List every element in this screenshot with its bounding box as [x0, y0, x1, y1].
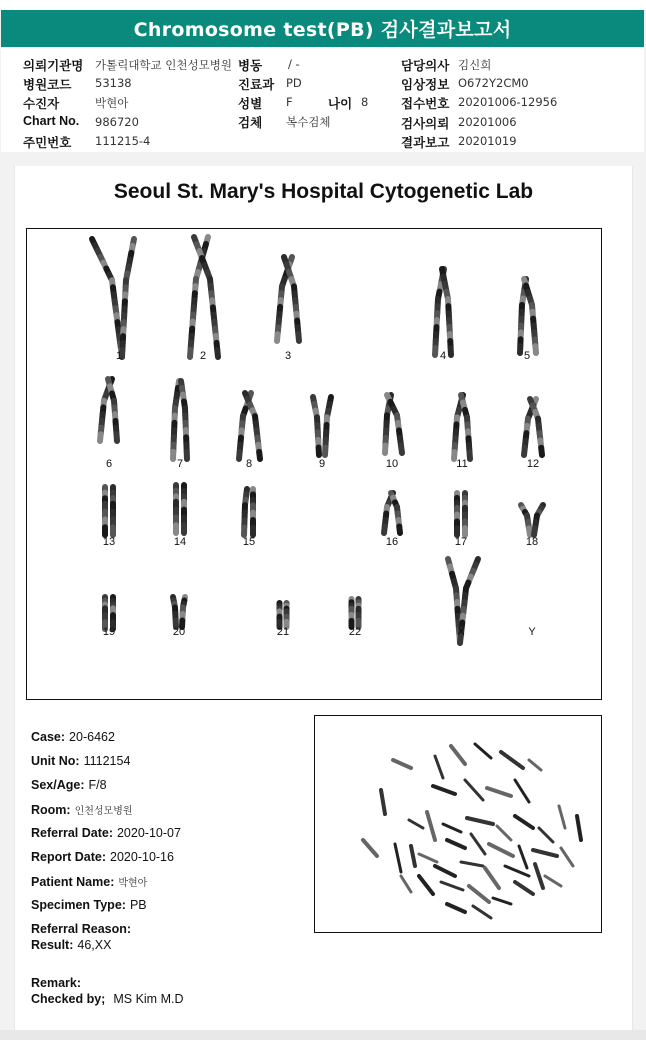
- chromosome-pair-13: [105, 487, 113, 535]
- specimen-value: 복수검체: [286, 115, 331, 129]
- metaphase-chromosome: [441, 882, 463, 890]
- metaphase-chromosome: [535, 864, 543, 888]
- ward-value: / -: [288, 57, 300, 71]
- metaphase-chromosome: [419, 854, 437, 862]
- metaphase-panel: [314, 715, 602, 933]
- report-title-bar: [1, 10, 644, 47]
- metaphase-chromosome: [539, 828, 553, 842]
- report-date-line: Report Date: 2020-10-16: [31, 850, 174, 864]
- clinical-info-label: 임상정보: [401, 77, 450, 92]
- karyogram-image: [27, 229, 601, 699]
- metaphase-chromosome: [435, 756, 443, 778]
- metaphase-chromosome: [395, 844, 401, 872]
- metaphase-chromosome: [515, 882, 533, 894]
- chromosome-pair-3: [277, 257, 299, 341]
- id-label: 주민번호: [23, 135, 72, 150]
- sex-label: 성별: [238, 96, 263, 111]
- chromosome-pair-22: [352, 599, 359, 627]
- chromosome-label-5: 5: [523, 350, 531, 362]
- request-label: 검사의뢰: [401, 116, 450, 131]
- metaphase-chromosome: [487, 788, 511, 796]
- chromosome-pair-10: [385, 395, 402, 453]
- chromosome-label-X: X: [457, 626, 465, 638]
- metaphase-chromosome: [409, 820, 423, 828]
- metaphase-chromosome: [381, 790, 385, 814]
- metaphase-chromosome: [465, 780, 483, 800]
- chromosome-pair-5: [520, 279, 536, 353]
- dept-label: 진료과: [238, 77, 275, 92]
- chromosome-label-1: 1: [115, 350, 123, 362]
- institution-value: 가톨릭대학교 인천성모병원: [95, 58, 232, 72]
- bottom-margin: [0, 1030, 646, 1040]
- hospital-code-value: 53138: [95, 76, 132, 90]
- metaphase-chromosome: [545, 876, 561, 886]
- chromosome-label-13: 13: [102, 536, 116, 548]
- metaphase-chromosome: [419, 876, 433, 894]
- metaphase-chromosome: [475, 744, 491, 758]
- chromosome-label-3: 3: [284, 350, 292, 362]
- chromosome-label-17: 17: [454, 536, 468, 548]
- result-line: Result: 46,XX: [31, 938, 112, 952]
- chromosome-pair-14: [176, 485, 184, 533]
- chromosome-label-Y: Y: [528, 626, 536, 638]
- chromosome-label-14: 14: [173, 536, 187, 548]
- metaphase-chromosome: [515, 816, 533, 828]
- metaphase-chromosome: [401, 876, 411, 892]
- patient-value: 박현아: [95, 96, 129, 110]
- karyogram-panel: [26, 228, 602, 700]
- metaphase-chromosome: [471, 834, 485, 854]
- metaphase-chromosome: [493, 898, 511, 904]
- id-value: 111215-4: [95, 134, 151, 148]
- metaphase-chromosome: [469, 886, 489, 902]
- chromosome-label-6: 6: [105, 458, 113, 470]
- receipt-no-label: 접수번호: [401, 96, 450, 111]
- case-line: Case: 20-6462: [31, 730, 115, 744]
- report-date-label: 결과보고: [401, 135, 450, 150]
- chromosome-pair-7: [173, 381, 187, 459]
- chromosome-label-12: 12: [526, 458, 540, 470]
- chromosome-label-2: 2: [199, 350, 207, 362]
- chromosome-label-21: 21: [276, 626, 290, 638]
- chromosome-pair-6: [100, 379, 117, 441]
- metaphase-chromosome: [433, 786, 455, 794]
- request-value: 20201006: [458, 115, 517, 129]
- chromosome-pair-1: [92, 239, 134, 357]
- lab-title: Seoul St. Mary's Hospital Cytogenetic Lab: [113, 180, 534, 203]
- metaphase-chromosome: [363, 840, 377, 856]
- metaphase-chromosome: [561, 848, 573, 866]
- metaphase-chromosome: [485, 868, 499, 888]
- patient-label: 수진자: [23, 96, 60, 111]
- chromosome-pair-19: [105, 597, 113, 629]
- doctor-label: 담당의사: [401, 58, 450, 73]
- metaphase-chromosome: [447, 840, 465, 848]
- section-divider: [0, 152, 646, 166]
- chromosome-label-18: 18: [525, 536, 539, 548]
- specimen-type-line: Specimen Type: PB: [31, 898, 147, 912]
- metaphase-chromosome: [461, 862, 483, 866]
- metaphase-spread-image: [315, 716, 601, 932]
- report-date-value: 20201019: [458, 134, 517, 148]
- chromosome-label-4: 4: [439, 350, 447, 362]
- chromosome-pair-4: [435, 269, 451, 355]
- chromosome-pair-8: [239, 393, 260, 459]
- specimen-label: 검체: [238, 115, 263, 130]
- chromosome-label-15: 15: [242, 536, 256, 548]
- checked-by-line: Checked by; MS Kim M.D: [31, 992, 184, 1006]
- referral-date-line: Referral Date: 2020-10-07: [31, 826, 181, 840]
- metaphase-chromosome: [473, 906, 491, 918]
- doctor-value: 김신희: [458, 58, 492, 72]
- institution-label: 의뢰기관명: [23, 58, 84, 73]
- chart-no-value: 986720: [95, 115, 139, 129]
- metaphase-chromosome: [519, 846, 527, 868]
- metaphase-chromosome: [447, 904, 465, 912]
- metaphase-chromosome: [577, 816, 581, 840]
- metaphase-chromosome: [411, 846, 415, 866]
- metaphase-chromosome: [559, 806, 565, 828]
- chromosome-pair-18: [521, 505, 543, 535]
- metaphase-chromosome: [467, 818, 493, 824]
- metaphase-chromosome: [427, 812, 435, 840]
- chromosome-pair-16: [384, 493, 400, 533]
- report-title: Chromosome test(PB) 검사결과보고서: [133, 19, 512, 41]
- chromosome-pair-2: [190, 237, 218, 357]
- metaphase-chromosome: [451, 746, 465, 764]
- chromosome-label-8: 8: [245, 458, 253, 470]
- chromosome-label-7: 7: [176, 458, 184, 470]
- chromosome-label-11: 11: [456, 458, 468, 470]
- patient-info-section: [1, 48, 644, 152]
- sex-value: F: [286, 95, 293, 109]
- chromosome-pair-21: [280, 603, 287, 627]
- chromosome-pair-17: [457, 493, 465, 535]
- metaphase-chromosome: [443, 824, 461, 832]
- chromosome-pair-20: [173, 597, 185, 627]
- receipt-no-value: 20201006-12956: [458, 95, 558, 109]
- metaphase-chromosome: [393, 760, 411, 768]
- room-line: Room: 인천성모병원: [31, 803, 133, 817]
- chromosome-label-19: 19: [102, 626, 116, 638]
- chromosome-pair-11: [454, 395, 470, 459]
- clinical-info-value: O672Y2CM0: [458, 76, 529, 90]
- chromosome-label-16: 16: [385, 536, 399, 548]
- chart-no-label: Chart No.: [23, 114, 80, 128]
- chromosome-label-20: 20: [172, 626, 186, 638]
- dept-value: PD: [286, 76, 302, 90]
- metaphase-chromosome: [533, 850, 557, 856]
- ward-label: 병동: [238, 58, 263, 73]
- hospital-code-label: 병원코드: [23, 77, 72, 92]
- chromosome-label-22: 22: [348, 626, 362, 638]
- chromosome-pair-12: [524, 399, 542, 455]
- age-label: 나이: [328, 96, 353, 111]
- chromosome-label-9: 9: [318, 458, 326, 470]
- referral-reason-line: Referral Reason:: [31, 922, 132, 936]
- chromosome-pair-15: [244, 489, 253, 535]
- metaphase-chromosome: [497, 826, 511, 840]
- unit-line: Unit No: 1112154: [31, 754, 131, 768]
- metaphase-chromosome: [489, 844, 513, 856]
- karyotype-report: [14, 166, 633, 1030]
- chromosome-pair-9: [313, 397, 331, 455]
- metaphase-chromosome: [501, 752, 523, 768]
- sex-age-line: Sex/Age: F/8: [31, 778, 107, 792]
- age-value: 8: [361, 95, 369, 109]
- patient-name-line: Patient Name: 박현아: [31, 875, 148, 889]
- metaphase-chromosome: [515, 780, 529, 802]
- remark-line: Remark:: [31, 976, 82, 990]
- chromosome-label-10: 10: [385, 458, 399, 470]
- top-margin: [0, 0, 646, 10]
- metaphase-chromosome: [435, 866, 455, 876]
- metaphase-chromosome: [529, 760, 541, 770]
